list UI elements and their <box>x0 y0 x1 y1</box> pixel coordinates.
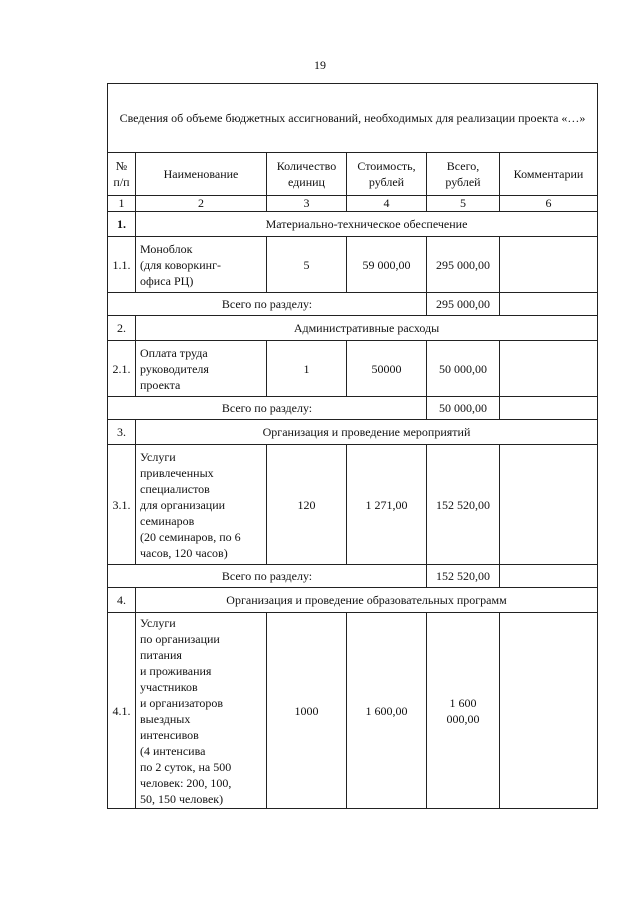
subtotal-label: Всего по разделу: <box>108 397 427 420</box>
item-number: 2.1. <box>108 341 136 397</box>
subtotal-value: 152 520,00 <box>427 565 500 588</box>
item-row <box>108 613 598 809</box>
header-comments: Комментарии <box>500 153 598 196</box>
section-title: Материально-техническое обеспечение <box>136 212 598 237</box>
item-comment <box>500 237 598 293</box>
item-name: Оплата труда руководителя проекта <box>136 341 267 397</box>
section-row <box>108 316 598 341</box>
item-comment <box>500 613 598 809</box>
subtotal-row <box>108 565 598 588</box>
item-row <box>108 237 598 293</box>
section-title: Административные расходы <box>136 316 598 341</box>
column-number: 5 <box>427 196 500 212</box>
section-number: 4. <box>108 588 136 613</box>
item-cost: 1 600,00 <box>347 613 427 809</box>
subtotal-comment <box>500 397 598 420</box>
header-quantity: Количество единиц <box>267 153 347 196</box>
section-title: Организация и проведение мероприятий <box>136 420 598 445</box>
header-number: № п/п <box>108 153 136 196</box>
item-total: 152 520,00 <box>427 445 500 565</box>
item-cost: 59 000,00 <box>347 237 427 293</box>
item-quantity: 120 <box>267 445 347 565</box>
item-number: 3.1. <box>108 445 136 565</box>
column-number: 4 <box>347 196 427 212</box>
header-total: Всего, рублей <box>427 153 500 196</box>
item-name: Моноблок (для коворкинг- офиса РЦ) <box>136 237 267 293</box>
column-number: 6 <box>500 196 598 212</box>
subtotal-comment <box>500 293 598 316</box>
subtotal-label: Всего по разделу: <box>108 293 427 316</box>
item-name: Услуги привлеченных специалистов для организации семинаров (20 семинаров, по 6 часов, 120 часов) <box>136 445 267 565</box>
item-number: 1.1. <box>108 237 136 293</box>
subtotal-row <box>108 293 598 316</box>
section-number: 1. <box>108 212 136 237</box>
item-number: 4.1. <box>108 613 136 809</box>
page-number: 19 <box>314 58 326 72</box>
item-cost: 50000 <box>347 341 427 397</box>
item-comment <box>500 445 598 565</box>
subtotal-row <box>108 397 598 420</box>
section-title: Организация и проведение образовательных программ <box>136 588 598 613</box>
subtotal-value: 295 000,00 <box>427 293 500 316</box>
item-quantity: 1 <box>267 341 347 397</box>
subtotal-comment <box>500 565 598 588</box>
column-number: 3 <box>267 196 347 212</box>
item-total: 1 600 000,00 <box>427 613 500 809</box>
header-row <box>108 153 598 196</box>
section-number: 3. <box>108 420 136 445</box>
subtotal-value: 50 000,00 <box>427 397 500 420</box>
item-total: 295 000,00 <box>427 237 500 293</box>
column-number-row <box>108 196 598 212</box>
item-quantity: 5 <box>267 237 347 293</box>
section-row <box>108 588 598 613</box>
item-row <box>108 341 598 397</box>
budget-table <box>107 83 598 809</box>
item-row <box>108 445 598 565</box>
column-number: 2 <box>136 196 267 212</box>
header-name: Наименование <box>136 153 267 196</box>
column-number: 1 <box>108 196 136 212</box>
section-row <box>108 212 598 237</box>
item-total: 50 000,00 <box>427 341 500 397</box>
subtotal-label: Всего по разделу: <box>108 565 427 588</box>
section-number: 2. <box>108 316 136 341</box>
item-name: Услуги по организации питания и проживания участников и организаторов выездных интенсивов (4 интенсива по 2 суток, на 500 человек: 200, 100, 50, 150 человек) <box>136 613 267 809</box>
section-row <box>108 420 598 445</box>
item-comment <box>500 341 598 397</box>
table-caption: Сведения об объеме бюджетных ассигнований, необходимых для реализации проекта «…» <box>108 84 598 153</box>
item-cost: 1 271,00 <box>347 445 427 565</box>
header-cost: Стоимость, рублей <box>347 153 427 196</box>
item-quantity: 1000 <box>267 613 347 809</box>
